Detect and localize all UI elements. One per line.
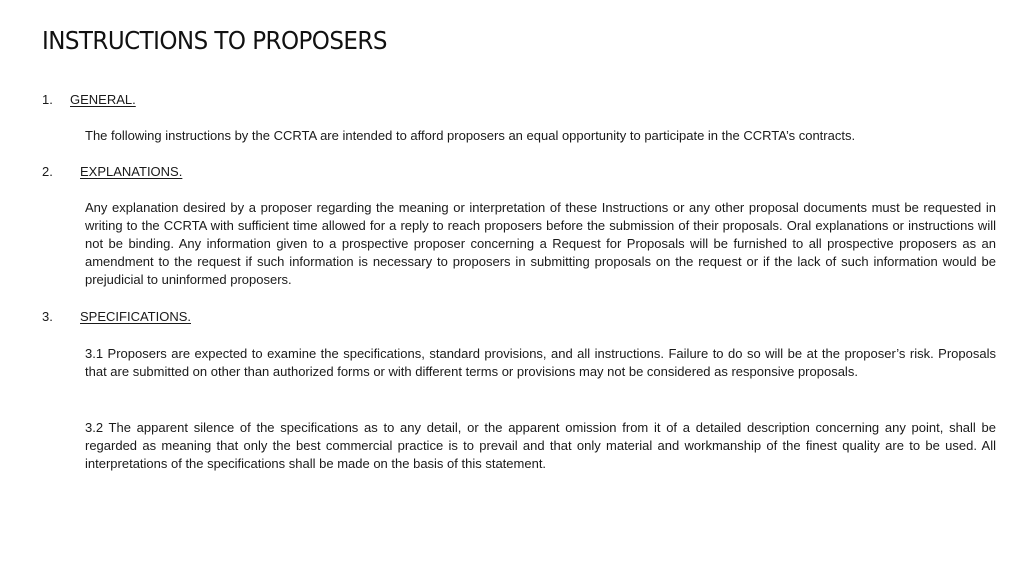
- section-number: 1.: [42, 92, 53, 107]
- specifications-paragraph-3-1: 3.1 Proposers are expected to examine the specifications, standard provisions, and all instructions. Failure to do so will be at the proposer’s risk. Proposals that are submitted on other than authorized forms or with different terms or provisions may not be considered as responsive proposals.: [85, 346, 996, 379]
- page-title: INSTRUCTIONS TO PROPOSERS: [42, 26, 387, 55]
- specifications-paragraph-3-2: 3.2 The apparent silence of the specifications as to any detail, or the apparent omission from it of a detailed description concerning any point, shall be regarded as meaning that only the best commercial practice is to prevail and that only material and workmanship of the finest quality are to be used. All interpretations of the specifications shall be made on the basis of this statement.: [85, 420, 996, 471]
- section-title: SPECIFICATIONS.: [80, 309, 191, 324]
- general-paragraph: The following instructions by the CCRTA are intended to afford proposers an equal opportunity to participate in the CCRTA’s contracts.: [85, 128, 856, 143]
- section-title: EXPLANATIONS.: [80, 164, 183, 179]
- explanations-paragraph: Any explanation desired by a proposer regarding the meaning or interpretation of these Instructions or any other proposal documents must be requested in writing to the CCRTA with sufficient time allowed for a reply to reach proposers before the submission of their proposals. Oral explanations or instructions will not be binding. Any information given to a prospective proposer concerning a Request for Proposals will be furnished to all prospective proposers as an amendment to the request if such information is necessary to proposers in submitting proposals on the request or if the lack of such information would be prejudicial to uninformed proposers.: [85, 200, 996, 287]
- section-number: 3.: [42, 309, 53, 324]
- section-title: GENERAL.: [70, 92, 136, 107]
- section-number: 2.: [42, 164, 53, 179]
